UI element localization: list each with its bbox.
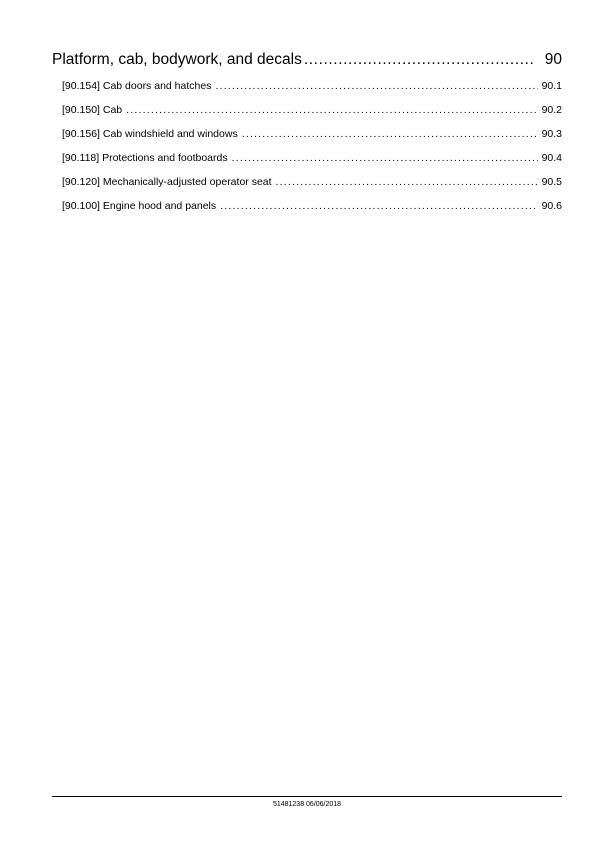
toc-entry-page: 90.6 — [541, 200, 562, 212]
toc-entry-title: [90.156] Cab windshield and windows — [62, 128, 238, 140]
toc-section-heading[interactable] — [52, 50, 562, 70]
table-of-contents — [52, 50, 562, 223]
toc-heading-title: Platform, cab, bodywork, and decals — [52, 51, 302, 68]
toc-dot-leader — [220, 199, 537, 213]
toc-entry[interactable] — [62, 79, 562, 93]
toc-entry[interactable] — [62, 175, 562, 189]
toc-entry-title: [90.118] Protections and footboards — [62, 152, 228, 164]
toc-heading-page: 90 — [544, 51, 562, 68]
footer-document-id: 51481238 06/06/2018 — [272, 801, 342, 808]
toc-dot-leader — [215, 79, 537, 93]
toc-entry-title: [90.120] Mechanically-adjusted operator seat — [62, 176, 272, 188]
toc-dot-leader — [242, 127, 538, 141]
toc-entry-title: [90.150] Cab — [62, 104, 123, 116]
toc-entry[interactable] — [62, 151, 562, 165]
toc-entry[interactable] — [62, 103, 562, 117]
toc-entry[interactable] — [62, 199, 562, 213]
toc-dot-leader — [232, 151, 538, 165]
footer-divider — [52, 796, 562, 797]
toc-entry-page: 90.4 — [541, 152, 562, 164]
toc-entry[interactable] — [62, 127, 562, 141]
toc-dot-leader — [304, 50, 535, 70]
toc-dot-leader — [126, 103, 537, 117]
toc-entry-page: 90.1 — [541, 80, 562, 92]
toc-entry-title: [90.100] Engine hood and panels — [62, 200, 217, 212]
toc-dot-leader — [276, 175, 538, 189]
toc-entry-page: 90.5 — [541, 176, 562, 188]
toc-entry-page: 90.3 — [541, 128, 562, 140]
toc-entry-title: [90.154] Cab doors and hatches — [62, 80, 212, 92]
toc-entry-page: 90.2 — [541, 104, 562, 116]
